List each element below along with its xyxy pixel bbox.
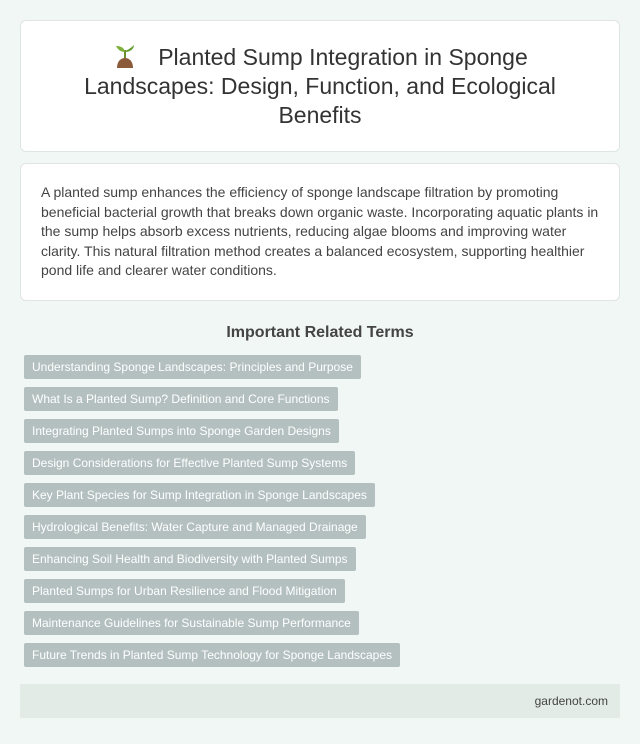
- page-title: [51, 43, 589, 130]
- related-term-link[interactable]: Hydrological Benefits: Water Capture and Managed Drainage: [24, 515, 366, 539]
- related-term-link[interactable]: Enhancing Soil Health and Biodiversity with Planted Sumps: [24, 547, 356, 571]
- sprout-icon: [112, 44, 138, 68]
- related-term-link[interactable]: Key Plant Species for Sump Integration in Sponge Landscapes: [24, 483, 375, 507]
- title-card: [20, 20, 620, 152]
- footer-bar: [20, 684, 620, 718]
- footer-site-link[interactable]: gardenot.com: [534, 694, 608, 708]
- related-term-link[interactable]: Future Trends in Planted Sump Technology for Sponge Landscapes: [24, 643, 400, 667]
- page-title-text: Planted Sump Integration in Sponge Landscapes: Design, Function, and Ecological Benefits: [84, 43, 556, 128]
- related-term-link[interactable]: Maintenance Guidelines for Sustainable Sump Performance: [24, 611, 359, 635]
- related-term-link[interactable]: Design Considerations for Effective Planted Sump Systems: [24, 451, 355, 475]
- related-term-link[interactable]: What Is a Planted Sump? Definition and Core Functions: [24, 387, 338, 411]
- summary-card: [20, 163, 620, 301]
- summary-text: A planted sump enhances the efficiency of sponge landscape filtration by promoting beneficial bacterial growth that breaks down organic waste. Incorporating aquatic plants in the sump helps absorb excess nutrients, reducing algae blooms and improving water clarity. This natural filtration method creates a balanced ecosystem, supporting healthier pond life and clearer water conditions.: [41, 184, 599, 278]
- related-term-link[interactable]: Planted Sumps for Urban Resilience and Flood Mitigation: [24, 579, 345, 603]
- related-terms-heading: Important Related Terms: [226, 324, 414, 341]
- related-term-link[interactable]: Understanding Sponge Landscapes: Principles and Purpose: [24, 355, 361, 379]
- related-terms-list: [20, 355, 620, 675]
- related-term-link[interactable]: Integrating Planted Sumps into Sponge Garden Designs: [24, 419, 339, 443]
